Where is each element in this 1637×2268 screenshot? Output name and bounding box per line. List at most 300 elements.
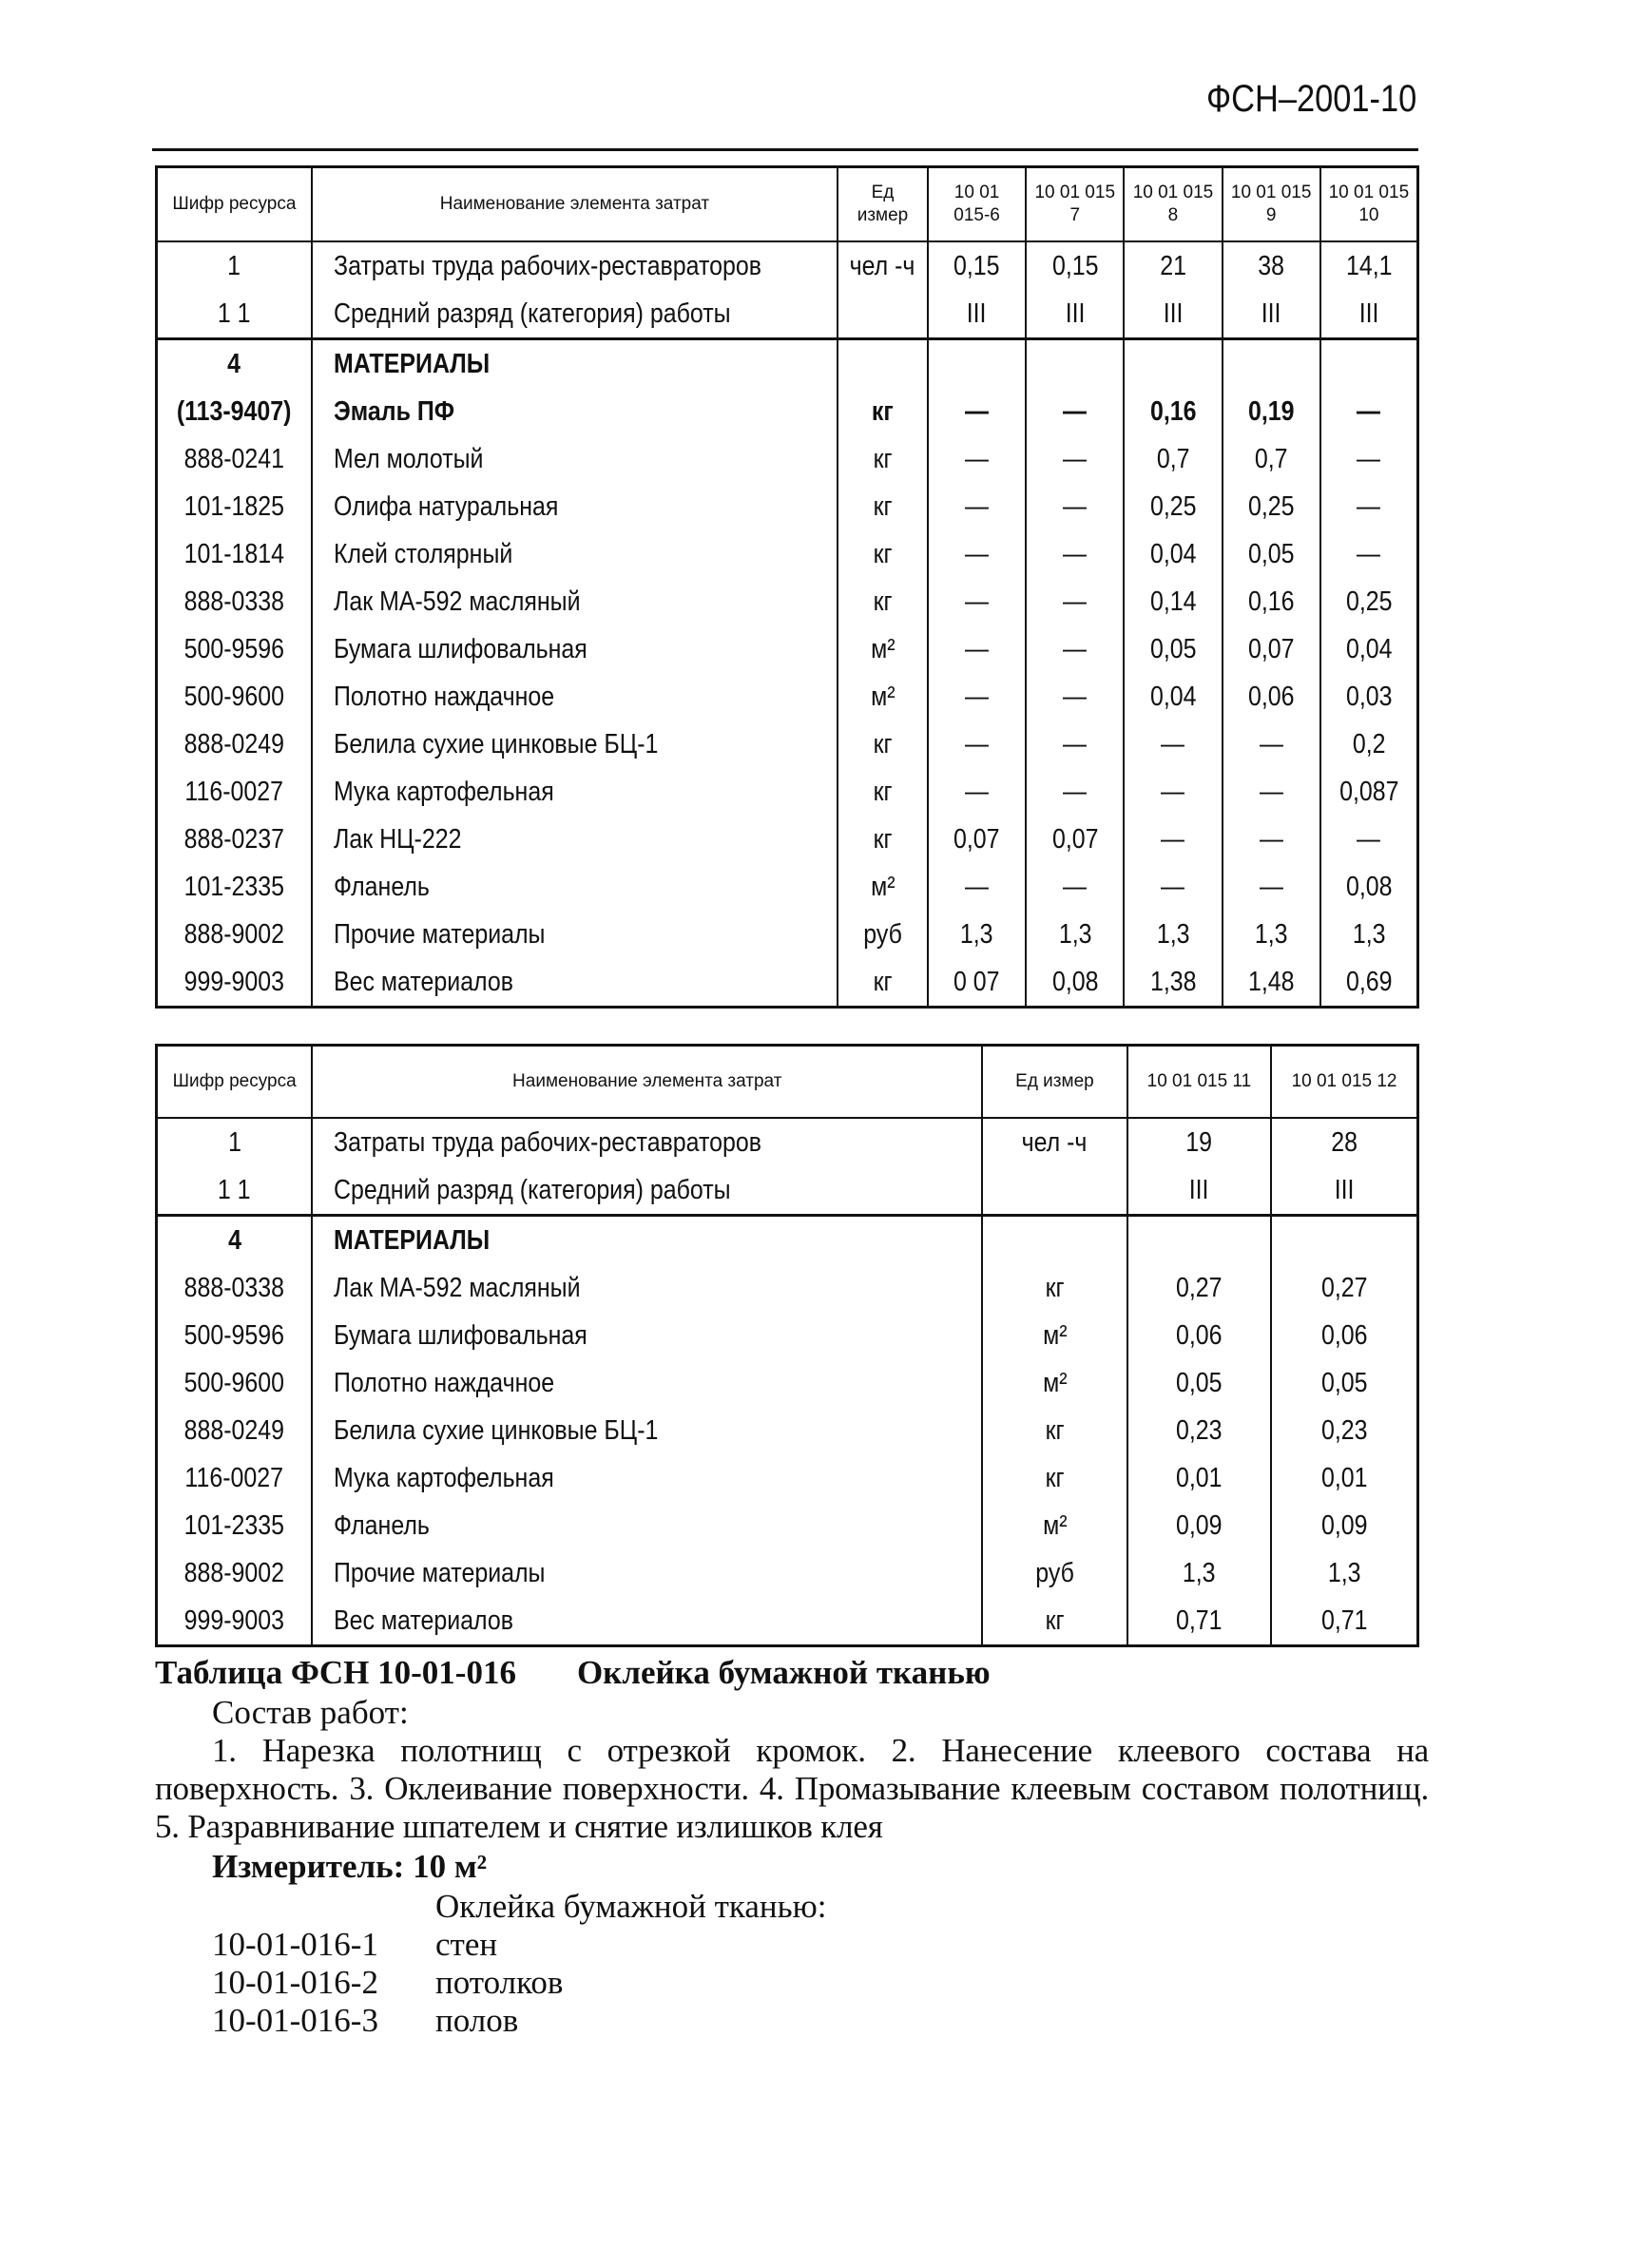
resource-code [157, 768, 312, 816]
norm-value [1127, 1407, 1271, 1454]
resource-code-text: 116-0027 [184, 776, 284, 807]
resource-unit [982, 1312, 1127, 1359]
resource-name-text: Затраты труда рабочих-реставраторов [333, 250, 761, 281]
resource-name [312, 1359, 982, 1407]
norm-value-text: 1,3 [1058, 918, 1092, 950]
norm-value [928, 863, 1026, 911]
table-row [157, 1407, 1418, 1454]
norm-value [1124, 816, 1222, 863]
norm-value-text: 28 [1331, 1126, 1358, 1158]
header-code: Шифр ресурса [157, 1046, 313, 1118]
norm-value-text: 0,23 [1176, 1414, 1223, 1446]
norm-value [1124, 768, 1222, 816]
norm-value [1026, 578, 1124, 625]
resource-unit-text: кг [1045, 1272, 1065, 1303]
resource-code-text: 888-9002 [183, 1557, 285, 1588]
norm-value [1320, 290, 1418, 339]
norm-value-text: — [1161, 776, 1185, 807]
norm-value [928, 290, 1026, 339]
norm-value-text: 0,04 [1345, 633, 1393, 664]
norm-value [1124, 863, 1222, 911]
table-row [157, 338, 1418, 388]
norm-value [1026, 911, 1124, 958]
table-row [157, 863, 1418, 911]
norm-value-text: — [1063, 728, 1088, 759]
table-row [157, 1549, 1418, 1597]
norm-value [1026, 241, 1124, 290]
resource-code-text: 500-9600 [183, 1367, 285, 1398]
resource-unit-text: м² [870, 633, 896, 664]
variant-label: потолков [435, 1964, 564, 2001]
section-text [155, 1652, 1429, 2040]
norm-value-text: — [1357, 443, 1381, 474]
norm-value [1223, 578, 1320, 625]
norm-value-text: 1,3 [1254, 918, 1288, 950]
resource-unit [982, 1502, 1127, 1549]
norm-value [1271, 1118, 1417, 1166]
header-col: 10 01 015 7 [1026, 167, 1124, 241]
norm-value [1026, 816, 1124, 863]
norm-value [1026, 338, 1124, 388]
resource-code [157, 673, 312, 721]
resource-code [157, 1118, 313, 1166]
resource-unit [838, 863, 928, 911]
norm-value-text: 1,48 [1247, 966, 1295, 997]
norm-value [1320, 483, 1418, 530]
norm-value [1127, 1502, 1271, 1549]
table-row [157, 816, 1418, 863]
resource-unit [838, 530, 928, 578]
norm-value-text: III [1358, 298, 1379, 329]
resource-code-text: 1 1 [218, 298, 251, 329]
norm-value [928, 241, 1026, 290]
work-label: Состав работ: [212, 1694, 409, 1731]
norm-value-text: — [1259, 776, 1283, 807]
resource-name-text: Олифа натуральная [333, 490, 559, 522]
table-row [157, 435, 1418, 483]
resource-name [312, 1454, 982, 1502]
norm-value [1124, 958, 1222, 1008]
resource-code-text: 1 [227, 250, 241, 281]
norm-value [928, 483, 1026, 530]
resource-code-text: 500-9596 [183, 633, 285, 664]
resource-code-text: 999-9003 [183, 966, 285, 997]
norm-value-text: 38 [1258, 250, 1285, 281]
resource-name-text: Средний разряд (категория) работы [334, 1174, 731, 1205]
resource-name-text: Мука картофельная [334, 1462, 555, 1493]
resource-name-text: Мука картофельная [333, 776, 554, 807]
table-row [157, 290, 1418, 339]
variant-label: стен [435, 1926, 498, 1963]
norm-value-text: — [965, 490, 990, 522]
norm-value [1320, 578, 1418, 625]
norm-value-text: — [965, 443, 990, 474]
norm-value [1124, 911, 1222, 958]
header-rule [152, 148, 1418, 151]
resource-code-text: (113-9407) [177, 395, 292, 427]
norm-value-text: 0,06 [1247, 681, 1295, 712]
norm-value-text: 0,25 [1149, 490, 1197, 522]
resource-code-text: 888-0338 [183, 586, 285, 617]
header-col: 10 01 015 12 [1271, 1046, 1417, 1118]
variants-title: Оклейка бумажной тканью: [435, 1888, 827, 1925]
resource-code [157, 1264, 313, 1312]
norm-value [1271, 1454, 1417, 1502]
resource-code [157, 1312, 313, 1359]
norm-value-text: 0,06 [1320, 1319, 1368, 1351]
resource-name-text: МАТЕРИАЛЫ [334, 1224, 491, 1256]
norm-value-text: 0,71 [1176, 1605, 1223, 1636]
norm-value-text: — [1063, 395, 1088, 427]
norm-value-text: 0,087 [1338, 776, 1399, 807]
norm-value [1026, 721, 1124, 768]
resource-name [312, 911, 838, 958]
norm-value [1127, 1454, 1271, 1502]
table-row [157, 1502, 1418, 1549]
norm-value [1223, 338, 1320, 388]
variant-code: 10-01-016-2 [212, 1964, 378, 2001]
table-row [157, 1312, 1418, 1359]
resource-table-1 [155, 165, 1419, 1009]
table-body [157, 1118, 1418, 1646]
norm-value [1271, 1215, 1417, 1264]
resource-name [312, 768, 838, 816]
norm-value [1271, 1502, 1417, 1549]
variant-label: полов [435, 2002, 519, 2039]
norm-value-text: — [1063, 633, 1088, 664]
header-col: 10 01 015 8 [1124, 167, 1222, 241]
resource-unit [838, 958, 928, 1008]
norm-value-text: — [965, 776, 990, 807]
resource-code [157, 1215, 313, 1264]
resource-code-text: 500-9596 [183, 1319, 285, 1351]
resource-name [312, 578, 838, 625]
resource-unit-text: кг [873, 538, 893, 569]
resource-name [312, 816, 838, 863]
norm-value-text: 0,04 [1149, 538, 1197, 569]
resource-code-text: 1 [227, 1126, 241, 1158]
resource-code [157, 1549, 313, 1597]
norm-value [928, 911, 1026, 958]
norm-value-text: 0,27 [1320, 1272, 1368, 1303]
resource-unit [838, 816, 928, 863]
resource-unit [838, 911, 928, 958]
norm-value-text: 0,07 [1051, 823, 1099, 855]
resource-code [157, 911, 312, 958]
norm-value-text: 0,01 [1320, 1462, 1368, 1493]
norm-value-text: 0,06 [1176, 1319, 1223, 1351]
norm-value [1127, 1166, 1271, 1216]
norm-value [1320, 388, 1418, 435]
norm-value [1320, 625, 1418, 673]
norm-value-text: 0 07 [953, 966, 1000, 997]
resource-code [157, 816, 312, 863]
norm-value-text: — [965, 633, 990, 664]
resource-name-text: МАТЕРИАЛЫ [333, 348, 490, 379]
resource-name-text: Вес материалов [334, 1605, 514, 1636]
norm-value-text: 1,3 [960, 918, 993, 950]
norm-value [1223, 863, 1320, 911]
norm-value-text: — [1063, 443, 1088, 474]
table-row [157, 1118, 1418, 1166]
resource-name [312, 1597, 982, 1646]
resource-code [157, 290, 312, 339]
resource-name-text: Полотно наждачное [334, 1367, 555, 1398]
header-col: 10 01 015 9 [1223, 167, 1320, 241]
norm-value-text: — [1259, 728, 1283, 759]
variant-row [155, 1926, 1429, 1964]
variant-code: 10-01-016-3 [212, 2002, 378, 2039]
norm-value-text: 0,05 [1176, 1367, 1223, 1398]
norm-value-text: 0,69 [1345, 966, 1393, 997]
norm-value-text: 0,25 [1247, 490, 1295, 522]
norm-value [928, 958, 1026, 1008]
norm-value-text: 1,3 [1327, 1557, 1361, 1588]
resource-code [157, 435, 312, 483]
resource-code-text: 101-2335 [183, 1509, 285, 1541]
norm-value [1127, 1597, 1271, 1646]
norm-value [1127, 1359, 1271, 1407]
resource-unit-text: м² [870, 681, 896, 712]
norm-value [1026, 863, 1124, 911]
norm-value [1124, 721, 1222, 768]
norm-value-text: 0,27 [1176, 1272, 1223, 1303]
norm-value [1320, 721, 1418, 768]
resource-name-text: Лак НЦ-222 [333, 823, 462, 855]
norm-value [1026, 530, 1124, 578]
norm-value [928, 768, 1026, 816]
norm-value [1320, 338, 1418, 388]
norm-value [1124, 530, 1222, 578]
norm-value [1271, 1166, 1417, 1216]
resource-unit [838, 673, 928, 721]
norm-value [928, 388, 1026, 435]
header-name: Наименование элемента затрат [312, 167, 838, 241]
norm-value-text: — [1259, 823, 1283, 855]
norm-value-text: 1,3 [1352, 918, 1386, 950]
norm-value-text: — [1161, 871, 1185, 902]
resource-unit [838, 388, 928, 435]
resource-code [157, 1454, 313, 1502]
norm-value-text: 1,38 [1149, 966, 1197, 997]
norm-value [1124, 388, 1222, 435]
norm-value [928, 625, 1026, 673]
norm-value [1223, 290, 1320, 339]
table-row [157, 721, 1418, 768]
resource-unit [982, 1166, 1127, 1216]
norm-value [1026, 625, 1124, 673]
norm-value [1127, 1312, 1271, 1359]
norm-value-text: — [1063, 681, 1088, 712]
resource-unit [982, 1549, 1127, 1597]
norm-value [928, 816, 1026, 863]
variant-row [155, 1964, 1429, 2002]
norm-value-text: 0,19 [1247, 395, 1295, 427]
norm-value-text: — [965, 538, 990, 569]
resource-name [312, 388, 838, 435]
resource-code-text: 888-0241 [183, 443, 285, 474]
resource-name-text: Фланель [333, 871, 430, 902]
resource-unit [838, 625, 928, 673]
resource-code [157, 1502, 313, 1549]
resource-name-text: Белила сухие цинковые БЦ-1 [334, 1414, 659, 1446]
norm-value [1223, 721, 1320, 768]
norm-value-text: 0,7 [1156, 443, 1190, 474]
norm-value [1320, 816, 1418, 863]
resource-unit-text: кг [1045, 1605, 1065, 1636]
resource-name-text: Эмаль ПФ [333, 395, 454, 427]
norm-value-text: 0,09 [1320, 1509, 1368, 1541]
resource-code-text: 888-0249 [183, 1414, 285, 1446]
resource-unit [838, 721, 928, 768]
norm-value [1026, 768, 1124, 816]
norm-value [1320, 911, 1418, 958]
table-row [157, 1359, 1418, 1407]
header-col: 10 01 015 11 [1127, 1046, 1271, 1118]
resource-code-text: 4 [227, 348, 241, 379]
norm-value-text: 19 [1185, 1126, 1213, 1158]
resource-name [312, 1166, 982, 1216]
variant-row [155, 2002, 1429, 2040]
resource-code [157, 1407, 313, 1454]
resource-code [157, 241, 312, 290]
resource-name-text: Фланель [334, 1509, 431, 1541]
resource-code [157, 1359, 313, 1407]
resource-name [312, 338, 838, 388]
norm-value-text: — [1357, 490, 1381, 522]
table-row [157, 388, 1418, 435]
resource-unit [838, 768, 928, 816]
norm-value [1223, 911, 1320, 958]
table-row [157, 768, 1418, 816]
resource-code [157, 578, 312, 625]
table-row [157, 578, 1418, 625]
norm-value-text: 0,09 [1176, 1509, 1223, 1541]
resource-name-text: Мел молотый [333, 443, 484, 474]
resource-unit-text: м² [1042, 1367, 1068, 1398]
resource-unit [838, 435, 928, 483]
resource-unit-text: м² [1042, 1319, 1068, 1351]
resource-name [312, 435, 838, 483]
table-title [155, 1652, 1429, 1694]
resource-unit [982, 1118, 1127, 1166]
resource-name [312, 1264, 982, 1312]
norm-value-text: 0,16 [1149, 395, 1197, 427]
resource-unit-text: кг [872, 395, 894, 427]
resource-name-text: Вес материалов [333, 966, 513, 997]
resource-unit-text: руб [1035, 1557, 1074, 1588]
norm-value-text: 1,3 [1183, 1557, 1216, 1588]
norm-value-text: 14,1 [1345, 250, 1393, 281]
norm-value-text: 0,14 [1149, 586, 1197, 617]
norm-value-text: — [965, 586, 990, 617]
norm-value-text: III [1189, 1174, 1209, 1205]
resource-name [312, 1407, 982, 1454]
resource-unit-text: кг [873, 443, 893, 474]
norm-value-text: 0,15 [1051, 250, 1099, 281]
header-unit: Ед измер [982, 1046, 1127, 1118]
norm-value-text: 0,08 [1051, 966, 1099, 997]
table-name: Оклейка бумажной тканью [576, 1654, 991, 1691]
norm-value [1320, 241, 1418, 290]
resource-unit-text: м² [1042, 1509, 1068, 1541]
norm-value [1320, 673, 1418, 721]
norm-value [1223, 768, 1320, 816]
resource-unit-text: м² [870, 871, 896, 902]
resource-name [312, 1118, 982, 1166]
table-row [157, 625, 1418, 673]
resource-name-text: Бумага шлифовальная [334, 1319, 588, 1351]
resource-table-2 [155, 1044, 1419, 1647]
norm-value-text: III [1334, 1174, 1355, 1205]
resource-unit-text: чел -ч [850, 250, 915, 281]
norm-value [1271, 1312, 1417, 1359]
resource-name-text: Бумага шлифовальная [333, 633, 587, 664]
norm-value [1026, 435, 1124, 483]
resource-unit [838, 578, 928, 625]
norm-value-text: 21 [1160, 250, 1186, 281]
norm-value-text: 0,15 [953, 250, 1000, 281]
norm-value-text: — [1063, 538, 1088, 569]
resource-name [312, 625, 838, 673]
norm-value [1223, 530, 1320, 578]
resource-code-text: 4 [227, 1224, 241, 1256]
table-id: Таблица ФСН 10-01-016 [155, 1654, 516, 1691]
resource-unit [982, 1215, 1127, 1264]
resource-unit [838, 338, 928, 388]
resource-code-text: 888-0249 [183, 728, 285, 759]
resource-code [157, 388, 312, 435]
variant-code: 10-01-016-1 [212, 1926, 378, 1963]
resource-name [312, 1312, 982, 1359]
norm-value-text: 0,05 [1320, 1367, 1368, 1398]
resource-name [312, 673, 838, 721]
norm-value [1223, 816, 1320, 863]
norm-value-text: — [1063, 871, 1088, 902]
norm-value [1271, 1359, 1417, 1407]
header-col: 10 01 015-6 [928, 167, 1026, 241]
resource-name-text: Полотно наждачное [333, 681, 554, 712]
norm-value-text: 0,03 [1345, 681, 1393, 712]
norm-value [1124, 338, 1222, 388]
table-row [157, 1454, 1418, 1502]
norm-value [1223, 625, 1320, 673]
resource-name-text: Прочие материалы [334, 1557, 546, 1588]
norm-value-text: 0,05 [1247, 538, 1295, 569]
resource-code [157, 1166, 313, 1216]
norm-value-text: — [965, 395, 990, 427]
resource-unit-text: кг [873, 776, 893, 807]
resource-unit [982, 1359, 1127, 1407]
resource-name-text: Клей столярный [333, 538, 513, 569]
norm-value [1026, 673, 1124, 721]
norm-value [1223, 673, 1320, 721]
norm-value-text: 0,01 [1176, 1462, 1223, 1493]
norm-value-text: 0,08 [1345, 871, 1393, 902]
norm-value-text: 0,7 [1254, 443, 1288, 474]
resource-name [312, 1549, 982, 1597]
norm-value [1320, 435, 1418, 483]
norm-value [1127, 1264, 1271, 1312]
norm-value-text: 0,07 [953, 823, 1000, 855]
norm-value [928, 673, 1026, 721]
resource-code-text: 888-9002 [183, 918, 285, 950]
resource-unit-text: чел -ч [1022, 1126, 1088, 1158]
resource-code-text: 101-2335 [183, 871, 285, 902]
header-code: Шифр ресурса [157, 167, 312, 241]
resource-name-text: Лак МА-592 масляный [334, 1272, 581, 1303]
norm-value [928, 578, 1026, 625]
